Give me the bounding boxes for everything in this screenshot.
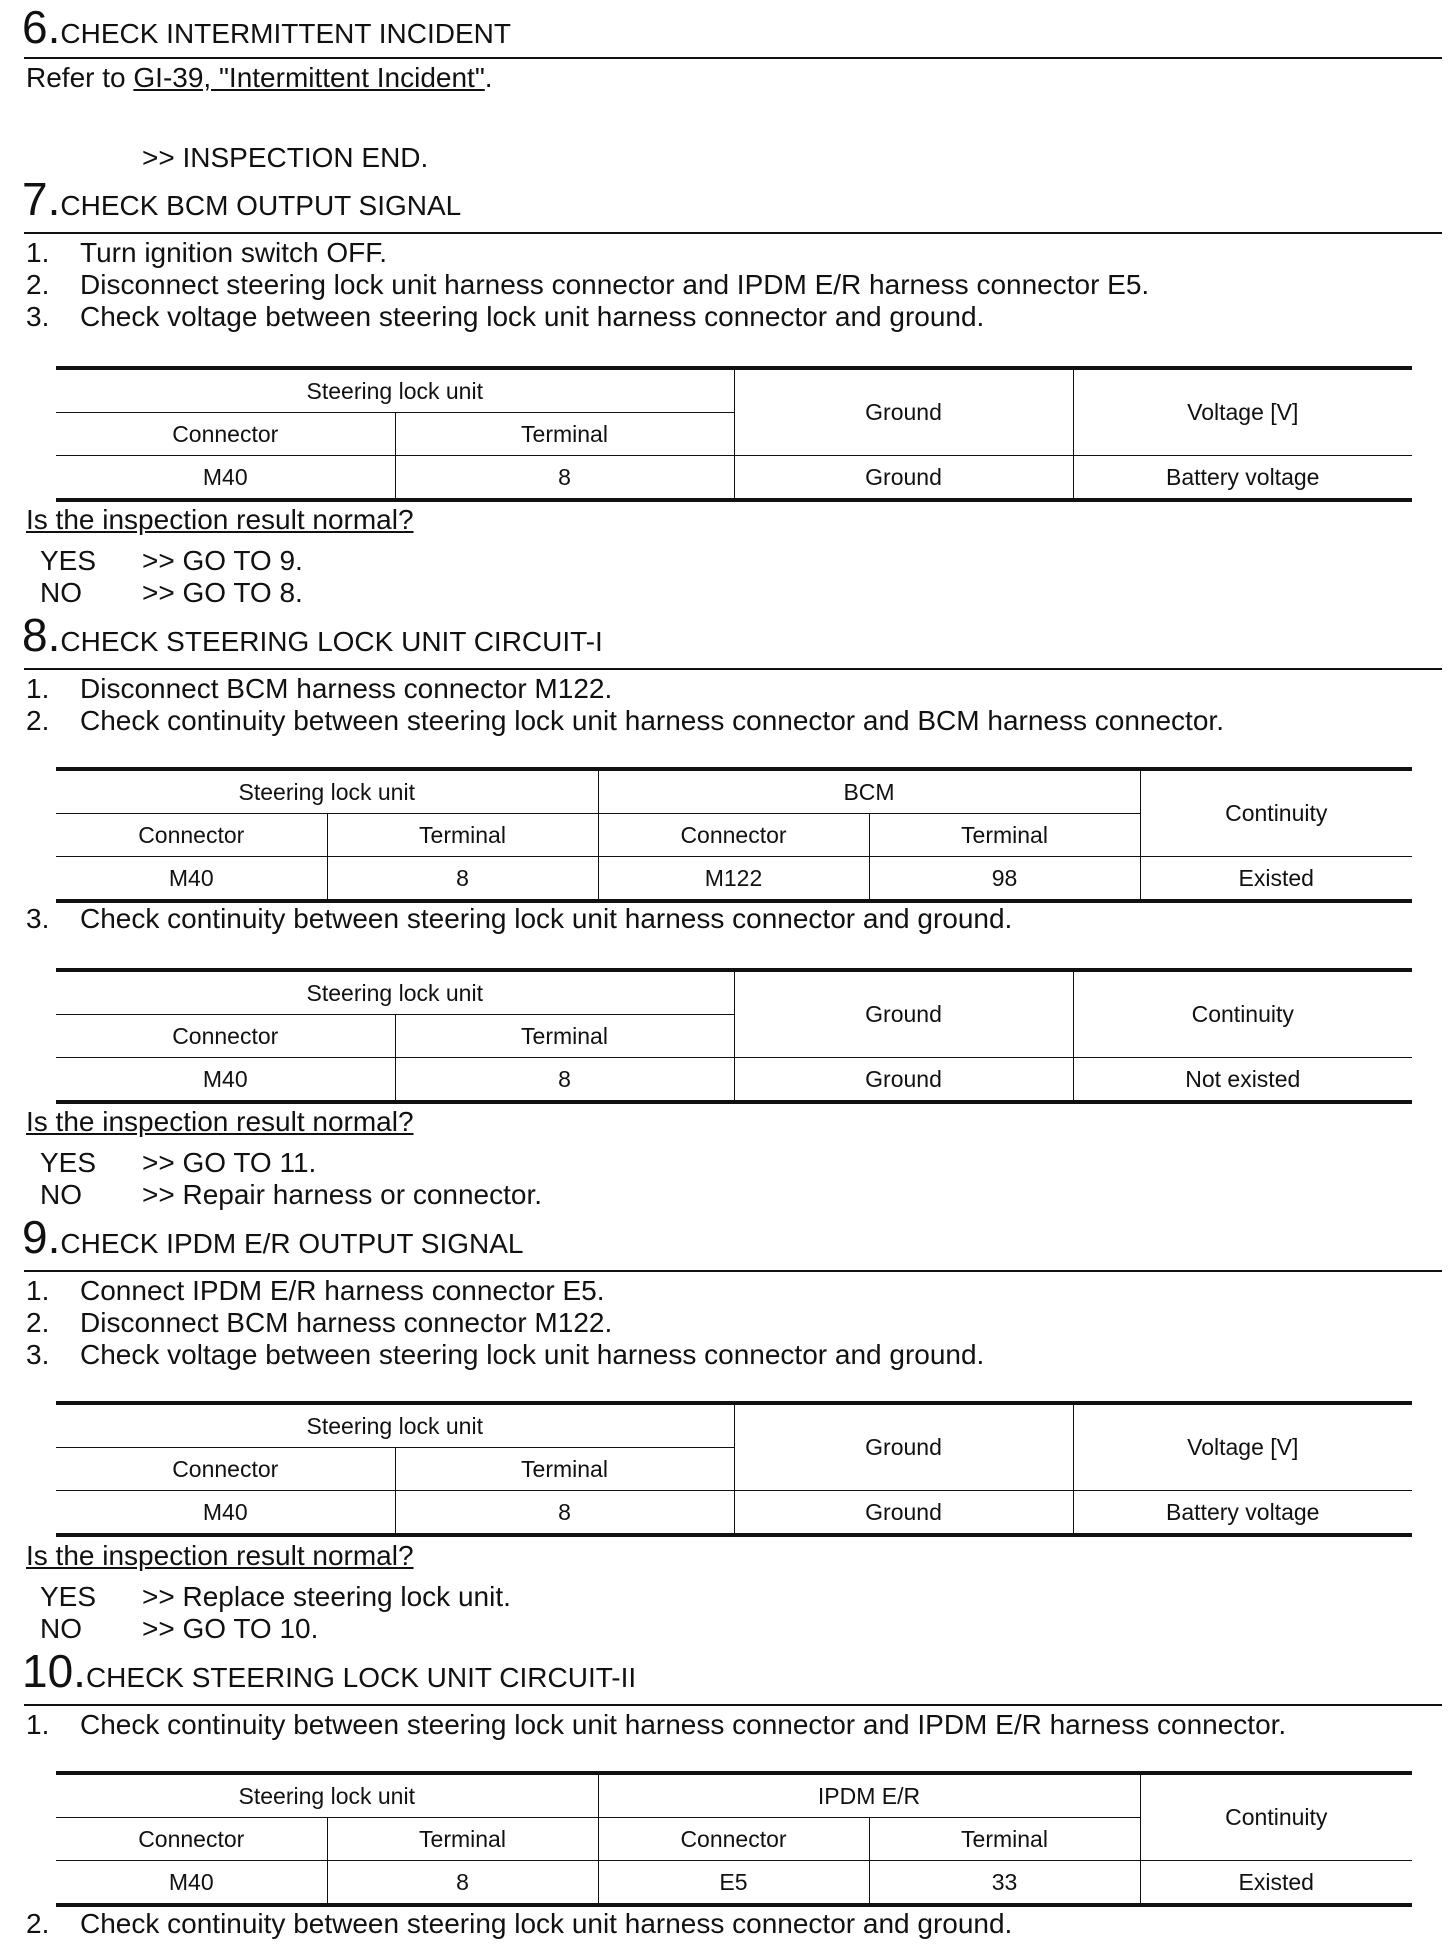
inspection-end: >> INSPECTION END.	[142, 142, 429, 173]
table-row	[56, 456, 1412, 501]
answer-value: >> Replace steering lock unit.	[142, 1581, 511, 1612]
section-divider	[24, 232, 1442, 234]
table-row	[56, 1861, 1412, 1906]
answer-value: >> GO TO 10.	[142, 1613, 319, 1644]
answer-key: YES	[40, 1147, 97, 1178]
inspection-question: Is the inspection result normal?	[26, 1540, 414, 1571]
header-voltage: Voltage [V]	[1073, 368, 1412, 456]
step-item	[26, 1275, 604, 1307]
section-number: 8.	[22, 609, 61, 661]
cell-terminal: 8	[395, 1491, 734, 1536]
section-number: 7.	[22, 173, 61, 225]
step-text: Turn ignition switch OFF.	[80, 237, 388, 268]
cell-connector: M40	[56, 1058, 395, 1103]
header-connector: Connector	[56, 1818, 327, 1861]
reference-link[interactable]: GI-39, "Intermittent Incident"	[133, 62, 485, 93]
inspection-question: Is the inspection result normal?	[26, 1106, 414, 1137]
cell-voltage: Battery voltage	[1073, 1491, 1412, 1536]
cell-voltage: Battery voltage	[1073, 456, 1412, 501]
step-item	[26, 301, 984, 333]
answer-no	[40, 577, 303, 609]
reference-line	[26, 62, 493, 94]
cell-continuity: Existed	[1140, 857, 1412, 902]
section-6-heading	[22, 1, 511, 53]
section-divider	[24, 1270, 1442, 1272]
step-text: Check continuity between steering lock unit harness connector and ground.	[80, 903, 1013, 934]
cell-ground: Ground	[734, 1058, 1073, 1103]
header-bcm: BCM	[598, 769, 1140, 814]
cell-terminal: 8	[327, 857, 598, 902]
header-terminal: Terminal	[327, 814, 598, 857]
header-steering-lock-unit: Steering lock unit	[56, 1773, 598, 1818]
section-title: CHECK IPDM E/R OUTPUT SIGNAL	[60, 1228, 524, 1259]
answer-value: >> GO TO 11.	[142, 1147, 317, 1178]
step-number: 1.	[26, 237, 50, 268]
step-item	[26, 705, 1224, 737]
table-row	[56, 1491, 1412, 1536]
answer-yes	[40, 545, 303, 577]
section-divider	[24, 57, 1442, 59]
header-terminal: Terminal	[327, 1818, 598, 1861]
header-terminal: Terminal	[869, 1818, 1140, 1861]
answer-yes	[40, 1581, 511, 1613]
header-terminal: Terminal	[395, 1448, 734, 1491]
step-item	[26, 1307, 612, 1339]
section-number: 6.	[22, 1, 61, 53]
step-item	[26, 269, 1149, 301]
step-number: 1.	[26, 673, 50, 704]
header-steering-lock-unit: Steering lock unit	[56, 1403, 734, 1448]
answer-no	[40, 1179, 542, 1211]
header-connector: Connector	[56, 814, 327, 857]
step-text: Disconnect BCM harness connector M122.	[80, 673, 613, 704]
step-item	[26, 1709, 1286, 1741]
step-number: 3.	[26, 903, 50, 934]
cell-continuity: Not existed	[1073, 1058, 1412, 1103]
header-steering-lock-unit: Steering lock unit	[56, 769, 598, 814]
step-text: Check continuity between steering lock unit harness connector and IPDM E/R harness connector.	[80, 1709, 1287, 1740]
header-steering-lock-unit: Steering lock unit	[56, 368, 734, 413]
cell-connector: M40	[56, 1861, 327, 1906]
header-connector: Connector	[56, 413, 395, 456]
step-number: 2.	[26, 1307, 50, 1338]
header-continuity: Continuity	[1073, 970, 1412, 1058]
header-connector: Connector	[598, 814, 869, 857]
voltage-table	[56, 1401, 1412, 1537]
cell-connector: E5	[598, 1861, 869, 1906]
inspection-question: Is the inspection result normal?	[26, 504, 414, 535]
section-number: 10.	[22, 1645, 86, 1697]
header-terminal: Terminal	[395, 413, 734, 456]
reference-suffix: .	[484, 62, 493, 93]
section-divider	[24, 668, 1442, 670]
header-voltage: Voltage [V]	[1073, 1403, 1412, 1491]
cell-terminal: 8	[327, 1861, 598, 1906]
cell-connector: M40	[56, 1491, 395, 1536]
step-text: Disconnect BCM harness connector M122.	[80, 1307, 613, 1338]
section-divider	[24, 1704, 1442, 1706]
header-terminal: Terminal	[869, 814, 1140, 857]
cell-terminal: 8	[395, 1058, 734, 1103]
answer-yes	[40, 1147, 316, 1179]
cell-terminal: 98	[869, 857, 1140, 902]
header-ground: Ground	[734, 368, 1073, 456]
header-ground: Ground	[734, 970, 1073, 1058]
header-ground: Ground	[734, 1403, 1073, 1491]
cell-connector: M40	[56, 456, 395, 501]
cell-ground: Ground	[734, 456, 1073, 501]
table-row	[56, 1058, 1412, 1103]
header-steering-lock-unit: Steering lock unit	[56, 970, 734, 1015]
step-number: 3.	[26, 301, 50, 332]
section-title: CHECK STEERING LOCK UNIT CIRCUIT-I	[60, 626, 603, 657]
step-item	[26, 903, 1012, 935]
cell-continuity: Existed	[1140, 1861, 1412, 1906]
cell-ground: Ground	[734, 1491, 1073, 1536]
step-number: 2.	[26, 269, 50, 300]
answer-key: NO	[40, 1179, 82, 1210]
header-connector: Connector	[56, 1448, 395, 1491]
header-connector: Connector	[598, 1818, 869, 1861]
header-connector: Connector	[56, 1015, 395, 1058]
header-continuity: Continuity	[1140, 1773, 1412, 1861]
step-number: 1.	[26, 1275, 50, 1306]
cell-terminal: 33	[869, 1861, 1140, 1906]
step-item	[26, 1339, 984, 1371]
step-number: 3.	[26, 1339, 50, 1370]
answer-key: YES	[40, 1581, 97, 1612]
header-ipdm-er: IPDM E/R	[598, 1773, 1140, 1818]
step-text: Check continuity between steering lock unit harness connector and BCM harness connector.	[80, 705, 1224, 736]
step-text: Check voltage between steering lock unit harness connector and ground.	[80, 1339, 985, 1370]
step-text: Connect IPDM E/R harness connector E5.	[80, 1275, 605, 1306]
step-text: Check voltage between steering lock unit harness connector and ground.	[80, 301, 985, 332]
reference-prefix: Refer to	[26, 62, 134, 93]
answer-key: NO	[40, 1613, 82, 1644]
step-number: 1.	[26, 1709, 50, 1740]
header-continuity: Continuity	[1140, 769, 1412, 857]
step-number: 2.	[26, 705, 50, 736]
step-item	[26, 673, 612, 705]
continuity-table-ipdm	[56, 1771, 1412, 1907]
section-8-heading	[22, 609, 603, 661]
section-7-heading	[22, 173, 462, 225]
answer-value: >> Repair harness or connector.	[142, 1179, 543, 1210]
step-text: Check continuity between steering lock unit harness connector and ground.	[80, 1908, 1013, 1939]
section-9-heading	[22, 1211, 524, 1263]
cell-connector: M40	[56, 857, 327, 902]
section-10-heading	[22, 1645, 637, 1697]
answer-key: NO	[40, 577, 82, 608]
answer-value: >> GO TO 8.	[142, 577, 303, 608]
answer-value: >> GO TO 9.	[142, 545, 303, 576]
cell-connector: M122	[598, 857, 869, 902]
cell-terminal: 8	[395, 456, 734, 501]
step-item	[26, 1908, 1012, 1940]
section-number: 9.	[22, 1211, 61, 1263]
section-title: CHECK BCM OUTPUT SIGNAL	[60, 190, 462, 221]
table-row	[56, 857, 1412, 902]
answer-key: YES	[40, 545, 97, 576]
step-text: Disconnect steering lock unit harness connector and IPDM E/R harness connector E5.	[80, 269, 1150, 300]
header-terminal: Terminal	[395, 1015, 734, 1058]
continuity-table-bcm	[56, 767, 1412, 903]
voltage-table	[56, 366, 1412, 502]
continuity-table-ground	[56, 968, 1412, 1104]
section-title: CHECK INTERMITTENT INCIDENT	[60, 18, 511, 49]
section-title: CHECK STEERING LOCK UNIT CIRCUIT-II	[85, 1662, 637, 1693]
step-number: 2.	[26, 1908, 50, 1939]
step-item	[26, 237, 387, 269]
answer-no	[40, 1613, 318, 1645]
